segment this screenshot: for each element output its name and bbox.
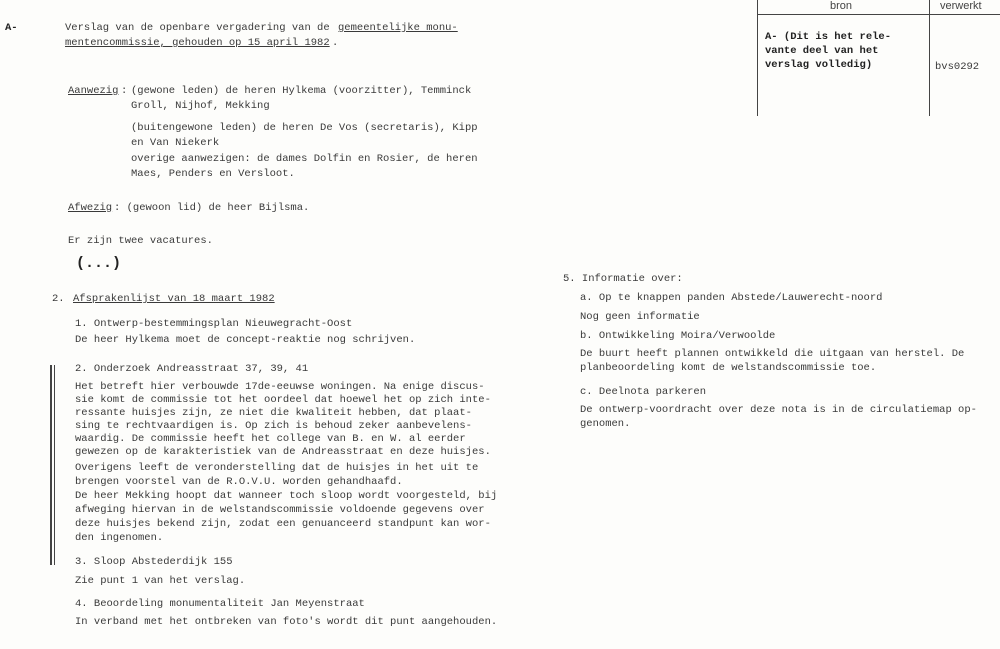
text-line: brengen voorstel van de R.O.V.U. worden gehandhaafd.	[75, 476, 403, 488]
text-line: ressante huisjes zijn, ze niet die kwaliteit hebben, dat plaat-	[75, 407, 472, 419]
absent-text: : (gewoon lid) de heer Bijlsma.	[114, 202, 310, 214]
section-number: 2.	[52, 293, 71, 305]
text-line: (gewone leden) de heren Hylkema (voorzitter), Temminck	[131, 85, 472, 97]
text-line: Overigens leeft de veronderstelling dat de huisjes in het uit te	[75, 462, 479, 474]
text-line: Groll, Nijhof, Mekking	[131, 100, 270, 112]
item-body: De heer Hylkema moet de concept-reaktie nog schrijven.	[75, 334, 416, 346]
text-line: planbeoordeling komt de welstandscommissie toe.	[580, 362, 877, 374]
table-header-divider	[757, 14, 1000, 15]
item-title: 2. Onderzoek Andreasstraat 37, 39, 41	[75, 363, 309, 375]
section-title: Afsprakenlijst van 18 maart 1982	[73, 293, 275, 305]
item-title: 4. Beoordeling monumentaliteit Jan Meyenstraat	[75, 598, 365, 610]
title-part-underlined: gemeentelijke monu-	[338, 22, 458, 34]
text-line: afweging hiervan in de welstandscommissie voldoende gegevens over	[75, 504, 485, 516]
title-part-underlined: mentencommissie, gehouden op 15 april 1982	[65, 37, 330, 49]
text-line: den ingenomen.	[75, 532, 164, 544]
text-line: waardig. De commissie heeft het college van B. en W. al eerder	[75, 433, 466, 445]
column-header-bron: bron	[830, 0, 853, 12]
source-line: verslag volledig)	[765, 59, 873, 71]
text-line: De buurt heeft plannen ontwikkeld die uitgaan van herstel. De	[580, 348, 965, 360]
item-title: 1. Ontwerp-bestemmingsplan Nieuwegracht-Oost	[75, 318, 353, 330]
text-line: Maes, Penders en Versloot.	[131, 168, 295, 180]
item-title: c. Deelnota parkeren	[580, 386, 707, 398]
margin-marker: A-	[5, 22, 18, 34]
text-line: (buitengewone leden) de heren De Vos (secretaris), Kipp	[131, 122, 478, 134]
ellipsis: (...)	[76, 255, 122, 272]
text-line: gewezen op de karakteristiek van de Andreasstraat en deze huisjes.	[75, 446, 491, 458]
text-line: sing te rechtvaardigen is. Op zich is behoud zeker aanbevelens-	[75, 420, 472, 432]
section-5-heading: 5. Informatie over:	[563, 273, 683, 285]
source-line: vante deel van het	[765, 45, 879, 57]
absent-label: Afwezig	[68, 202, 113, 214]
vacancies: Er zijn twee vacatures.	[68, 235, 213, 247]
margin-bar	[50, 365, 52, 565]
item-title: a. Op te knappen panden Abstede/Lauwerecht-noord	[580, 292, 883, 304]
text-line: sie komt de commissie tot het oordeel dat hoewel het op zich inte-	[75, 394, 491, 406]
source-line: A- (Dit is het rele-	[765, 31, 892, 43]
text-line: en Van Niekerk	[131, 137, 220, 149]
margin-bar	[54, 365, 55, 565]
item-body: Zie punt 1 van het verslag.	[75, 575, 246, 587]
text-line: De heer Mekking hoopt dat wanneer toch sloop wordt voorgesteld, bij	[75, 490, 498, 502]
colon: :	[121, 85, 128, 97]
item-title: 3. Sloop Abstederdijk 155	[75, 556, 233, 568]
column-header-verwerkt: verwerkt	[940, 0, 982, 12]
text-line: overige aanwezigen: de dames Dolfin en Rosier, de heren	[131, 153, 478, 165]
processed-code: bvs0292	[935, 61, 980, 73]
text-line: genomen.	[580, 418, 631, 430]
table-border	[757, 0, 758, 116]
item-body: In verband met het ontbreken van foto's wordt dit punt aangehouden.	[75, 616, 498, 628]
text-line: deze huisjes bekend zijn, zodat een genuanceerd standpunt kan wor-	[75, 518, 491, 530]
text-line: De ontwerp-voordracht over deze nota is in de circulatiemap op-	[580, 404, 977, 416]
title-period: .	[332, 37, 339, 49]
table-border	[929, 0, 930, 116]
present-label: Aanwezig	[68, 85, 119, 97]
item-body: Nog geen informatie	[580, 311, 700, 323]
item-title: b. Ontwikkeling Moira/Verwoolde	[580, 330, 776, 342]
text-line: Het betreft hier verbouwde 17de-eeuwse woningen. Na enige discus-	[75, 381, 485, 393]
title-part: Verslag van de openbare vergadering van de	[65, 22, 336, 34]
